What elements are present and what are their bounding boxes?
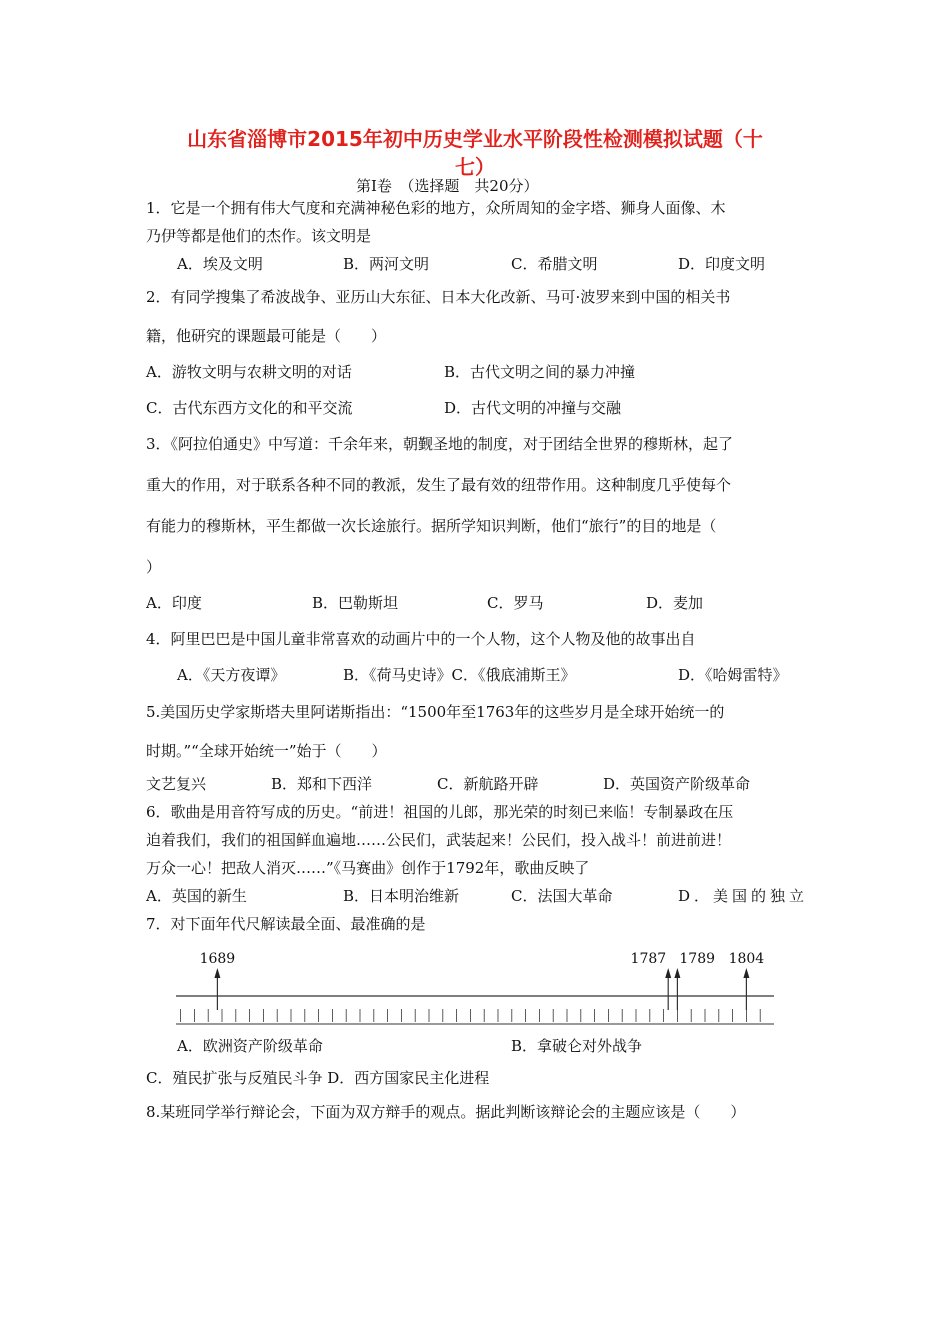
q1-option-d: D．印度文明 [678,255,766,273]
q3-option-c: C．罗马 [487,594,544,612]
q6-line-2: 迫着我们，我们的祖国鲜血遍地……公民们，武装起来！公民们，投入战斗！前进前进！ [146,831,732,849]
timeline-label-1789: 1789 [679,951,716,967]
q7-option-cd: C．殖民扩张与反殖民斗争 D．西方国家民主化进程 [146,1069,490,1087]
q6-line-1: 6．歌曲是用音符写成的历史。“前进！祖国的儿郎，那光荣的时刻已来临！专制暴政在压 [146,803,734,821]
q3-line-2: 重大的作用，对于联系各种不同的教派，发生了最有效的纽带作用。这种制度几乎使每个 [146,476,732,494]
q1-line-2: 乃伊等都是他们的杰作。该文明是 [146,227,372,245]
timeline-arrowhead-1789 [674,968,680,978]
q1-option-c: C．希腊文明 [511,255,598,273]
q1-line-1: 1．它是一个拥有伟大气度和充满神秘色彩的地方，众所周知的金字塔、狮身人面像、木 [146,199,726,217]
q4-line-1: 4．阿里巴巴是中国儿童非常喜欢的动画片中的一个人物，这个人物及他的故事出自 [146,630,696,648]
q3-option-b: B．巴勒斯坦 [312,594,399,612]
q3-line-3: 有能力的穆斯林，平生都做一次长途旅行。据所学知识判断，他们“旅行”的目的地是（ [146,517,717,535]
q5-line-1: 5.美国历史学家斯塔夫里阿诺斯指出：“1500年至1763年的这些岁月是全球开始统一的 [146,703,725,721]
timeline-label-1689: 1689 [199,951,236,967]
timeline-arrowhead-1689 [214,968,220,978]
exam-title-line-2: 七） [455,155,495,179]
q3-line-1: 3．《阿拉伯通史》中写道：千余年来，朝觐圣地的制度，对于团结全世界的穆斯林，起了 [146,435,734,453]
q6-option-d: D．美国的独立 [678,887,809,905]
q6-option-b: B．日本明治维新 [343,887,460,905]
q7-line-1: 7．对下面年代尺解读最全面、最准确的是 [146,915,426,933]
q4-option-a: A．《天方夜谭》 [177,666,286,684]
q2-option-d: D．古代文明的冲撞与交融 [444,399,622,417]
q2-option-b: B．古代文明之间的暴力冲撞 [444,363,636,381]
q3-line-4: ） [146,558,162,576]
section-heading: 第Ⅰ卷 （选择题 共20分） [356,177,539,195]
year-timeline [170,948,780,1028]
q4-option-bc: B．《荷马史诗》C．《俄底浦斯王》 [343,666,576,684]
timeline-label-1804: 1804 [728,951,765,967]
exam-title-line-1: 山东省淄博市2015年初中历史学业水平阶段性检测模拟试题（十 [187,127,763,151]
timeline-arrowhead-1804 [743,968,749,978]
q3-option-d: D．麦加 [646,594,704,612]
q5-option-a: 文艺复兴 [146,775,207,793]
q2-line-1: 2．有同学搜集了希波战争、亚历山大东征、日本大化改新、马可·波罗来到中国的相关书 [146,288,731,306]
q2-option-a: A．游牧文明与农耕文明的对话 [146,363,352,381]
q5-option-c: C．新航路开辟 [437,775,539,793]
q5-option-b: B．郑和下西洋 [271,775,373,793]
q6-option-c: C．法国大革命 [511,887,613,905]
q5-line-2: 时期。”“全球开始统一”始于（ ） [146,742,387,760]
q8-line-1: 8.某班同学举行辩论会，下面为双方辩手的观点。据此判断该辩论会的主题应该是（ ） [146,1103,746,1121]
q3-option-a: A．印度 [146,594,202,612]
timeline-label-1787: 1787 [630,951,667,967]
q7-option-a: A．欧洲资产阶级革命 [177,1037,323,1055]
q6-line-3: 万众一心！把敌人消灭……”《马赛曲》创作于1792年，歌曲反映了 [146,859,590,877]
q4-option-d: D．《哈姆雷特》 [678,666,788,684]
q1-option-a: A．埃及文明 [177,255,263,273]
q5-option-d: D．英国资产阶级革命 [603,775,751,793]
q2-option-c: C．古代东西方文化的和平交流 [146,399,353,417]
q7-option-b: B．拿破仑对外战争 [511,1037,643,1055]
q1-option-b: B．两河文明 [343,255,430,273]
timeline-arrowhead-1787 [665,968,671,978]
q6-option-a: A．英国的新生 [146,887,247,905]
q2-line-2: 籍，他研究的课题最可能是（ ） [146,327,387,345]
